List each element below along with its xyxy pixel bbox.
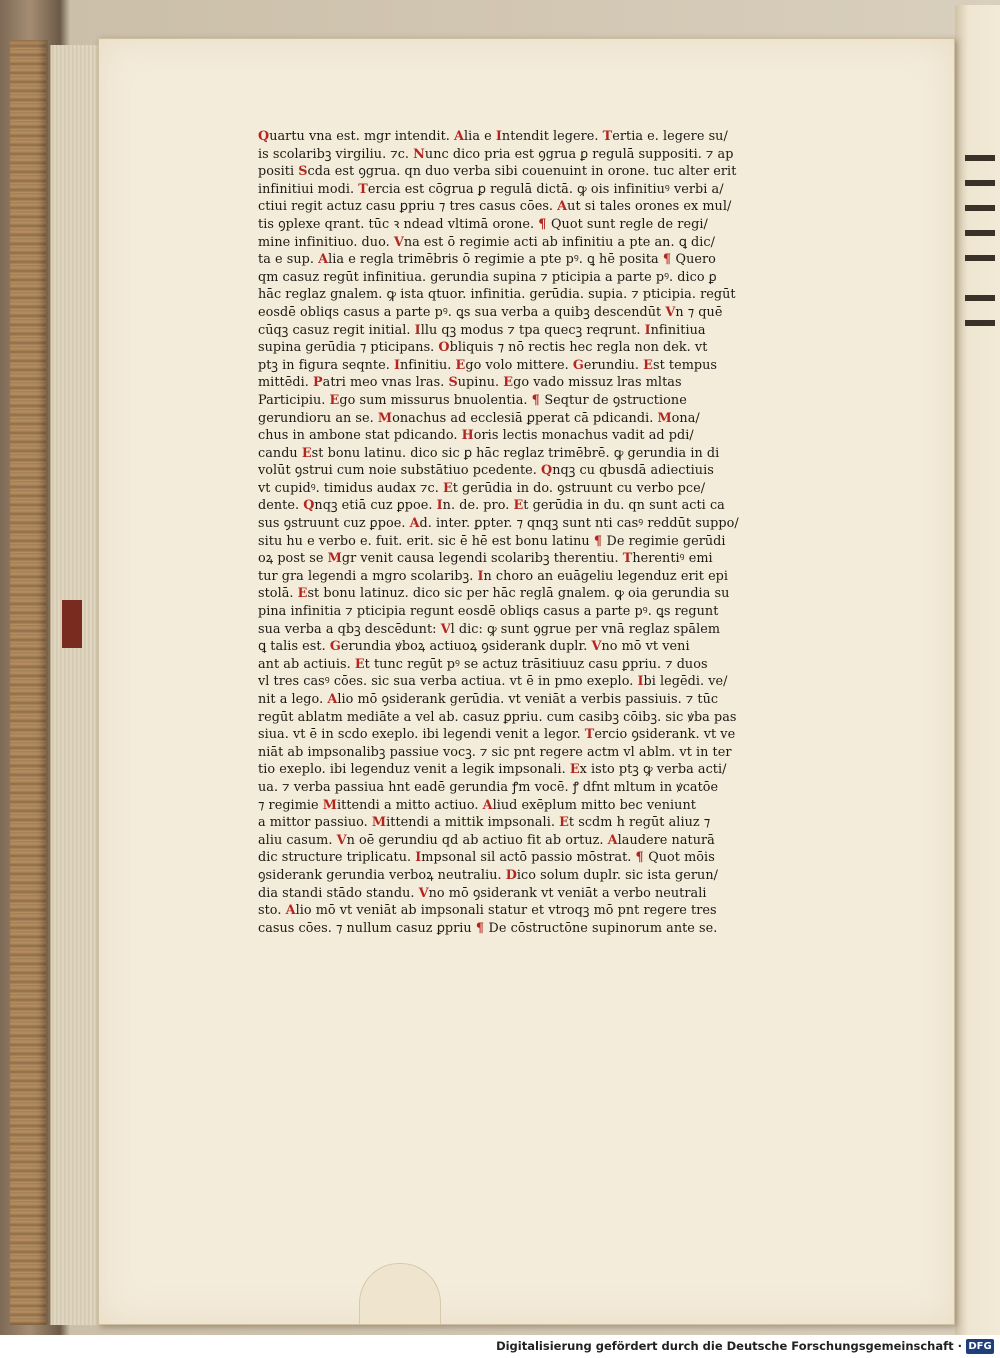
text-segment: ercia est cōgrua ꝑ regulā dictā. ꝙ ois infinitiuꝰ verbi a/ — [367, 181, 724, 197]
text-line — [258, 638, 850, 656]
text-segment: ertia e. legere su/ — [612, 129, 728, 144]
text-segment: Quero — [675, 252, 716, 268]
rubricated-initial: E — [569, 762, 580, 778]
text-segment: st bonu latinu. dico sic ꝑ hāc reglaz trimēbrē. ꝙ gerundia in di — [311, 445, 720, 461]
text-segment: llu qꝫ modus ⁊ tpa quecꝫ reqrunt. — [420, 322, 645, 338]
rubricated-initial: ¶ — [475, 920, 489, 936]
rubricated-initial: E — [301, 445, 312, 461]
text-segment: Seqtur de ꝯstructione — [544, 392, 687, 408]
rubricated-initial: M — [377, 410, 393, 426]
text-segment: n. de. pro. — [442, 498, 514, 514]
text-segment: laudere naturā — [617, 832, 715, 848]
text-line — [258, 621, 850, 639]
text-segment: hāc reglaz gnalem. ꝙ ista qtuor. infinitia. gerūdia. supia. ⁊ pticipia. regūt — [258, 287, 736, 303]
text-segment: volūt ꝯstrui cum noie substātiuo pcedente. — [258, 463, 542, 479]
text-segment: t gerūdia in du. qn sunt acti ca — [523, 498, 725, 514]
text-segment: chus in ambone stat pdicando. — [258, 428, 462, 444]
text-segment: regūt ablatm mediāte a vel ab. casuz ꝑpriu. cum casibꝫ cōibꝫ. sic ꝟba pas — [258, 709, 737, 725]
rubricated-initial: ¶ — [538, 216, 551, 232]
text-segment: go vado missuz lras mltas — [513, 375, 682, 391]
text-segment: n oē gerundiu qd ab actiuo fit ab ortuz. — [346, 832, 608, 848]
text-line — [258, 234, 850, 252]
rubricated-initial: T — [622, 551, 633, 567]
text-line — [258, 286, 850, 304]
text-segment: Participiu. — [258, 392, 330, 408]
rubricated-initial: Q — [258, 129, 270, 144]
bookmark-ribbon — [62, 600, 82, 648]
text-segment: dente. — [258, 498, 304, 514]
text-segment: erundiu. — [583, 357, 644, 373]
rubricated-initial: A — [454, 129, 465, 144]
rubricated-initial: I — [644, 322, 651, 338]
text-segment: situ hu e verbo e. fuit. erit. sic ē hē est bonu latinu — [258, 533, 594, 549]
text-segment: st bonu latinuz. dico sic per hāc reglā gnalem. ꝙ oia gerundia su — [307, 586, 730, 602]
text-line — [258, 673, 850, 691]
text-segment: eosdē obliqs casus a parte pꝰ. ꝗs sua verba a quibꝫ descendūt — [258, 304, 666, 320]
text-segment: supina gerūdia ⁊ pticipans. — [258, 340, 439, 356]
rubricated-initial: V — [418, 885, 429, 901]
rubricated-initial: I — [495, 129, 502, 144]
text-segment: ercio ꝯsiderank. vt ve — [594, 727, 736, 743]
rubricated-initial: I — [393, 357, 400, 373]
text-segment: ut si tales orones ex mul/ — [567, 199, 732, 215]
text-segment: nit a lego. — [258, 692, 328, 707]
text-segment: ntendit legere. — [501, 129, 603, 144]
text-line — [258, 585, 850, 603]
text-segment: n ⁊ quē — [675, 304, 723, 320]
text-line — [258, 691, 850, 709]
text-segment: t gerūdia in do. ꝯstruunt cu verbo pce/ — [452, 480, 706, 496]
text-segment: ittendi a mittik impsonali. — [386, 815, 560, 831]
text-line — [258, 304, 850, 322]
text-segment: gr venit causa legendi scolaribꝫ therentiu. — [341, 551, 623, 567]
text-segment: na est ō regimie acti ab infinitiu a pte an. ꝗ dic/ — [403, 234, 715, 250]
text-segment: ico solum duplr. sic ista gerun/ — [516, 867, 718, 883]
text-line — [258, 445, 850, 463]
text-line — [258, 480, 850, 498]
text-segment: cda est ꝯgrua. qn duo verba sibi couenuint in orone. tuc alter erit — [307, 164, 737, 180]
text-segment: bi legēdi. ve/ — [643, 674, 728, 690]
text-segment: candu — [258, 445, 302, 461]
text-segment: a mittor passiuo. — [258, 815, 372, 831]
text-line — [258, 462, 850, 480]
footer-bar — [0, 1335, 1000, 1358]
rubricated-initial: M — [327, 551, 342, 567]
rubricated-initial: ¶ — [635, 850, 649, 866]
text-line — [258, 761, 850, 779]
dfg-logo[interactable]: DFG — [966, 1339, 994, 1354]
text-segment: dic structure triplicatu. — [258, 850, 416, 866]
text-segment: ⁊ regimie — [258, 797, 323, 813]
text-segment: lio mō vt veniāt ab impsonali statur et vtroqꝫ mō pnt regere tres — [295, 903, 717, 919]
rubricated-initial: A — [482, 797, 493, 813]
text-segment: lia e — [464, 129, 496, 144]
text-segment: siua. vt ē in scdo exeplo. ibi legendi venit a legor. — [258, 727, 585, 743]
text-line — [258, 163, 850, 181]
rubricated-initial: E — [643, 357, 653, 373]
rubricated-initial: E — [329, 392, 340, 408]
text-line — [258, 603, 850, 621]
text-line — [258, 497, 850, 515]
text-segment: ꝗ talis est. — [258, 639, 330, 655]
rubricated-initial: S — [298, 164, 308, 180]
text-segment: mittēdi. — [258, 375, 313, 391]
text-segment: nfinitiua — [650, 322, 706, 338]
text-segment: t tunc regūt pꝰ se actuz trāsitiuuz casu ꝑpriu. ⁊ duos — [364, 656, 708, 672]
text-line — [258, 726, 850, 744]
text-segment: Quot mōis — [648, 850, 715, 866]
text-segment: casus cōes. ⁊ nullum casuz ꝑpriu — [258, 920, 476, 936]
text-segment: go sum missurus bnuolentia. — [339, 392, 532, 408]
text-segment: go volo mittere. — [465, 357, 573, 373]
rubricated-initial: T — [358, 181, 368, 197]
rubricated-initial: N — [413, 146, 425, 162]
text-segment: t scdm h regūt aliuz ⁊ — [568, 815, 711, 831]
text-line — [258, 181, 850, 199]
text-line — [258, 656, 850, 674]
rubricated-initial: Q — [541, 463, 553, 479]
text-segment: erundia ꝟboꝝ actiuoꝝ ꝯsiderank duplr. — [340, 639, 592, 655]
rubricated-initial: T — [602, 129, 613, 144]
text-line — [258, 392, 850, 410]
text-segment: stolā. — [258, 586, 298, 602]
text-segment: oris lectis monachus vadit ad pdi/ — [473, 428, 694, 444]
rubricated-initial: H — [461, 428, 474, 444]
rubricated-initial: V — [591, 639, 602, 655]
rubricated-initial: E — [297, 586, 308, 602]
rubricated-initial: S — [448, 375, 458, 391]
text-segment: unc dico pria est ꝯgrua ꝑ regulā suppositi. ⁊ ap — [424, 146, 734, 162]
text-line — [258, 568, 850, 586]
text-line — [258, 920, 850, 938]
text-line — [258, 322, 850, 340]
text-segment: vt cupidꝰ. timidus audax ⁊c. — [258, 480, 443, 496]
rubricated-initial: D — [505, 867, 517, 883]
rubricated-initial: G — [572, 357, 584, 373]
text-line — [258, 357, 850, 375]
rubricated-initial: Q — [303, 498, 315, 514]
rubricated-initial: E — [354, 656, 365, 672]
text-line — [258, 550, 850, 568]
text-segment: x isto ptꝫ ꝙ verba acti/ — [579, 762, 727, 778]
text-segment: tur gra legendi a mgro scolaribꝫ. — [258, 568, 478, 584]
text-line — [258, 515, 850, 533]
rubricated-initial: I — [414, 322, 421, 338]
text-segment: st tempus — [652, 357, 718, 373]
text-line — [258, 427, 850, 445]
rubricated-initial: ¶ — [662, 252, 676, 268]
text-segment: herentiꝰ emi — [632, 551, 713, 567]
rubricated-initial: V — [393, 234, 404, 250]
text-segment: tis ꝯplexe qrant. tūc ꝛ ndead vltimā orone. — [258, 216, 539, 232]
text-segment: no mō vt veni — [601, 639, 690, 655]
text-line — [258, 216, 850, 234]
rubricated-initial: E — [442, 480, 453, 496]
text-segment: niāt ab impsonalibꝫ passiue vocꝫ. ⁊ sic pnt regere actm vl ablm. vt in ter — [258, 744, 732, 760]
text-segment: is scolaribꝫ virgiliu. ⁊c. — [258, 146, 414, 162]
rubricated-initial: M — [322, 797, 337, 813]
text-line — [258, 779, 850, 797]
text-segment: nfinitiu. — [400, 357, 456, 373]
rubricated-initial: E — [559, 815, 569, 831]
text-line — [258, 339, 850, 357]
facing-page-edge — [955, 5, 1000, 1335]
text-segment: pina infinitia ⁊ pticipia regunt eosdē obliqs casus a parte pꝰ. ꝗs regunt — [258, 604, 719, 620]
rubricated-initial: O — [438, 340, 450, 356]
text-segment: no mō ꝯsiderank vt veniāt a verbo neutrali — [428, 885, 707, 901]
text-segment: ua. ⁊ verba passiua hnt eadē gerundia ꝭm vocē. ꝭ dfnt mltum in ꝟcatōe — [258, 779, 719, 795]
text-line — [258, 128, 850, 146]
rubricated-initial: V — [336, 832, 347, 848]
rubricated-initial: P — [312, 375, 323, 391]
rubricated-initial: ¶ — [593, 533, 607, 549]
text-segment: tio exeplo. ibi legenduz venit a legik impsonali. — [258, 762, 570, 778]
text-segment: dia standi stādo standu. — [258, 885, 419, 901]
text-segment: uartu vna est. mgr intendit. — [269, 129, 455, 144]
rubricated-initial: I — [415, 850, 422, 866]
rubricated-initial: A — [327, 692, 338, 707]
text-segment: sto. — [258, 903, 286, 919]
text-segment: vl tres casꝰ cōes. sic sua verba actiua. vt ē in pmo exeplo. — [258, 674, 638, 690]
rubricated-initial: I — [436, 498, 443, 514]
text-segment: gerundioru an se. — [258, 410, 378, 426]
text-line — [258, 867, 850, 885]
text-segment: aliu casum. — [258, 832, 337, 848]
funding-credit: Digitalisierung gefördert durch die Deutsche Forschungsgemeinschaft · — [496, 1339, 962, 1353]
text-line — [258, 744, 850, 762]
text-segment: ta e sup. — [258, 252, 319, 268]
text-segment: ant ab actiuis. — [258, 656, 355, 672]
text-segment: lia e regla trimēbris ō regimie a pte pꝰ. ꝗ hē posita — [328, 252, 663, 268]
text-segment: ptꝫ in figura seqnte. — [258, 357, 394, 373]
text-segment: bliquis ⁊ nō rectis hec regla non dek. vt — [449, 340, 708, 356]
text-segment: sua verba a qbꝫ descēdunt: — [258, 621, 441, 637]
text-segment: De cōstructōne supinorum ante se. — [488, 920, 718, 936]
text-segment: nqꝫ cu qbusdā adiectiuis — [552, 463, 714, 479]
rubricated-initial: G — [329, 639, 341, 655]
rubricated-initial: ¶ — [531, 392, 545, 408]
rubricated-initial: M — [657, 410, 672, 426]
text-segment: ctiui regit actuz casu ꝑpriu ⁊ tres casus cōes. — [258, 199, 558, 215]
book-spine — [10, 40, 48, 1325]
text-line — [258, 374, 850, 392]
incunabulum-text-block — [258, 128, 850, 937]
rubricated-initial: V — [665, 304, 676, 320]
rubricated-initial: I — [477, 568, 484, 584]
text-line — [258, 832, 850, 850]
rubricated-initial: A — [607, 832, 618, 848]
text-segment: d. inter. ꝑpter. ⁊ qnqꝫ sunt nti casꝰ reddūt suppo/ — [419, 516, 739, 532]
text-segment: oꝝ post se — [258, 551, 328, 567]
text-line — [258, 849, 850, 867]
text-line — [258, 885, 850, 903]
page-tear — [359, 1263, 441, 1324]
text-segment: infinitiui modi. — [258, 181, 359, 197]
text-segment: liud exēplum mitto bec veniunt — [492, 797, 696, 813]
rubricated-initial: I — [637, 674, 644, 690]
text-line — [258, 410, 850, 428]
text-line — [258, 797, 850, 815]
text-segment: De regimie gerūdi — [606, 533, 726, 549]
text-segment: Quot sunt regle de regi/ — [550, 216, 708, 232]
text-line — [258, 269, 850, 287]
text-line — [258, 198, 850, 216]
text-segment: ona/ — [671, 410, 700, 426]
text-segment: positi — [258, 164, 299, 180]
text-segment: nqꝫ etiā cuz ꝑpoe. — [314, 498, 437, 514]
text-line — [258, 146, 850, 164]
text-segment: mine infinitiuo. duo. — [258, 234, 394, 250]
text-segment: lio mō ꝯsiderank gerūdia. vt veniāt a verbis passiuis. ⁊ tūc — [337, 692, 719, 707]
text-segment: onachus ad ecclesiā ꝑperat cā pdicandi. — [392, 410, 658, 426]
text-segment: qm casuz regūt infinitiua. gerundia supina ⁊ pticipia a parte pꝰ. dico ꝑ — [258, 269, 717, 285]
rubricated-initial: A — [285, 903, 296, 919]
text-segment: l dic: ꝙ sunt ꝯgrue per vnā reglaz spālem — [450, 621, 721, 637]
rubricated-initial: E — [503, 375, 514, 391]
text-segment: n choro an euāgeliu legenduz erit epi — [483, 568, 729, 584]
rubricated-initial: E — [455, 357, 466, 373]
rubricated-initial: A — [557, 199, 568, 215]
text-segment: sus ꝯstruunt cuz ꝑpoe. — [258, 516, 410, 532]
rubricated-initial: M — [371, 815, 387, 831]
text-segment: ꝯsiderank gerundia verboꝝ neutraliu. — [258, 867, 506, 883]
text-segment: mpsonal sil actō passio mōstrat. — [421, 850, 636, 866]
text-segment: ittendi a mitto actiuo. — [337, 797, 483, 813]
text-segment: upinu. — [457, 375, 504, 391]
rubricated-initial: A — [318, 252, 329, 268]
text-line — [258, 902, 850, 920]
text-segment: atri meo vnas lras. — [322, 375, 449, 391]
rubricated-initial: E — [513, 498, 524, 514]
text-line — [258, 709, 850, 727]
rubricated-initial: T — [584, 727, 595, 743]
text-line — [258, 251, 850, 269]
text-line — [258, 814, 850, 832]
rubricated-initial: A — [409, 516, 420, 532]
text-line — [258, 533, 850, 551]
rubricated-initial: V — [440, 621, 451, 637]
text-segment: cūqꝫ casuz regit initial. — [258, 322, 415, 338]
